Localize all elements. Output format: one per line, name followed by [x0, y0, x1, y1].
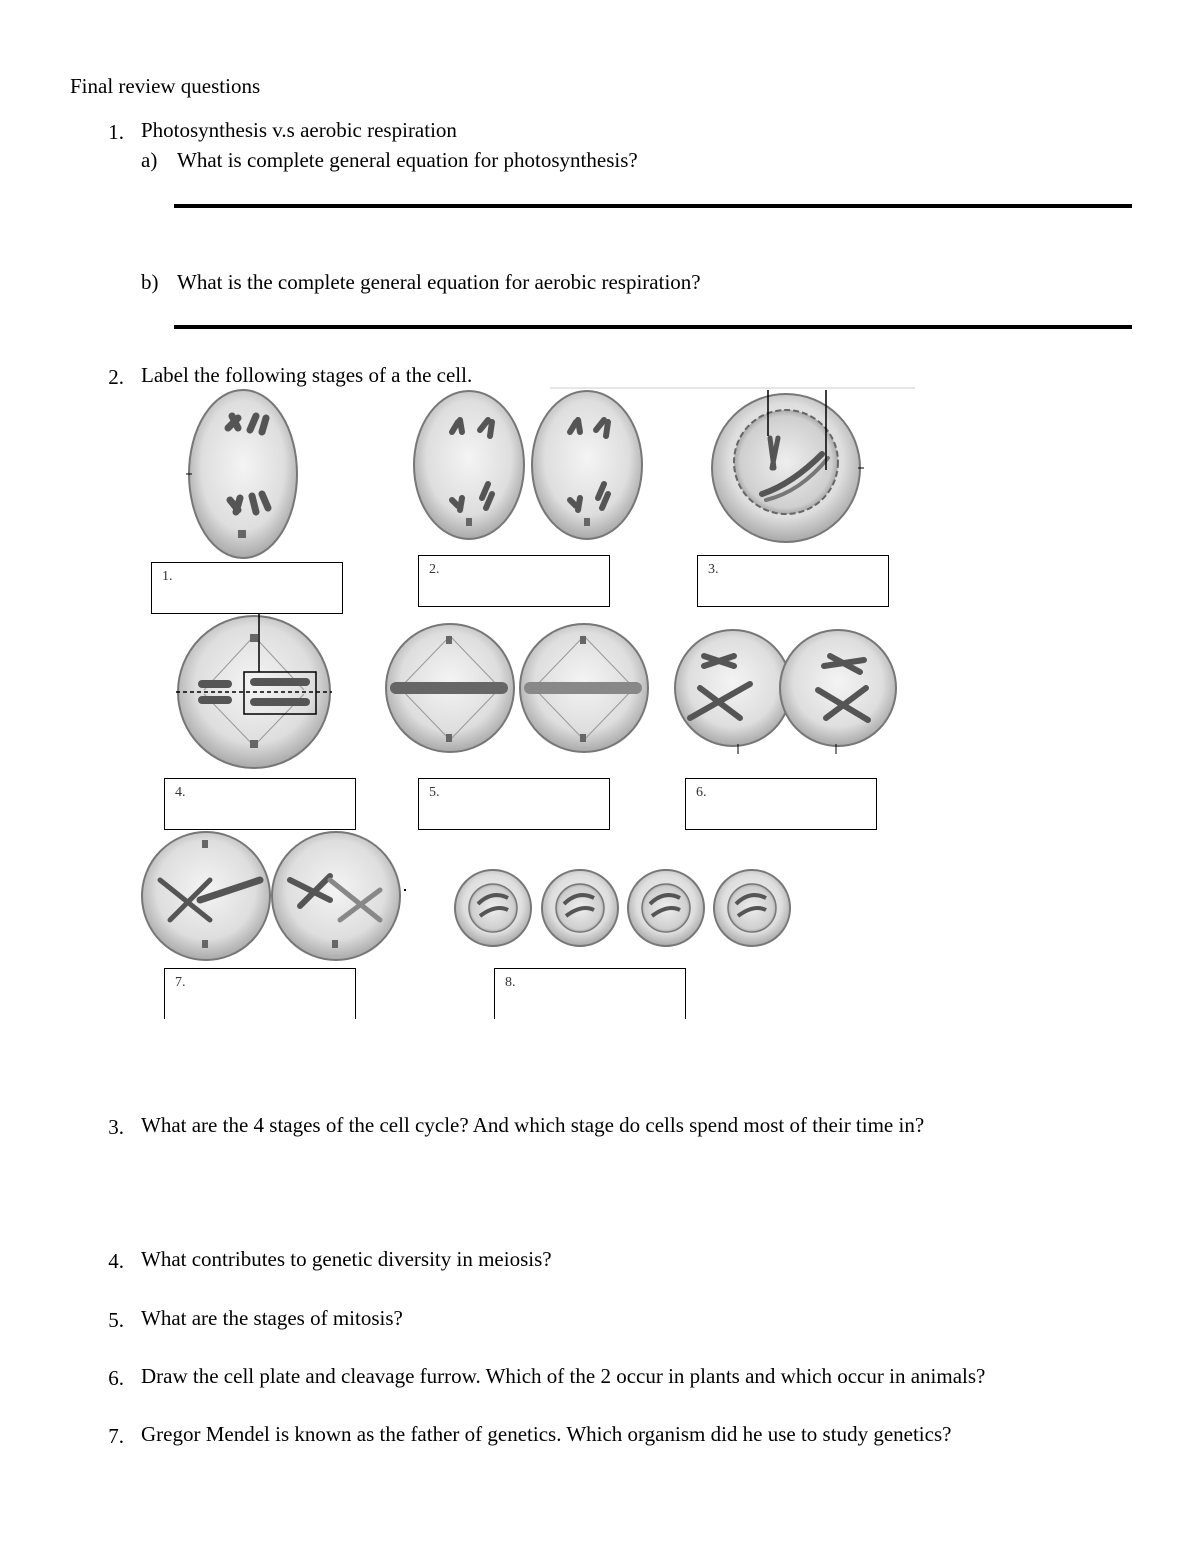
cell-stage-4 — [176, 612, 332, 768]
page-title: Final review questions — [70, 74, 261, 98]
stage-label-number: 7. — [175, 975, 186, 990]
stage-label-box-5[interactable] — [418, 778, 610, 830]
stage-label-box-7[interactable] — [164, 968, 356, 1019]
cell-stage-6 — [675, 630, 896, 754]
stage-label-number: 8. — [505, 975, 516, 990]
question-number: 3. — [108, 1115, 124, 1139]
question-text: What contributes to genetic diversity in meiosis? — [141, 1247, 552, 1271]
subquestion-text: What is the complete general equation for aerobic respiration? — [177, 270, 701, 294]
stage-label-number: 2. — [429, 562, 440, 577]
question-text: Draw the cell plate and cleavage furrow. Which of the 2 occur in plants and which occur in animals? — [141, 1364, 986, 1388]
stage-label-number: 5. — [429, 785, 440, 800]
stage-label-box-6[interactable] — [685, 778, 877, 830]
subquestion-letter: b) — [141, 270, 159, 294]
stage-label-box-3[interactable] — [697, 555, 889, 607]
question-text: Photosynthesis v.s aerobic respiration — [141, 118, 457, 142]
stage-label-number: 3. — [708, 562, 719, 577]
question-text: What are the 4 stages of the cell cycle? And which stage do cells spend most of their time in? — [141, 1113, 925, 1137]
stage-label-box-1[interactable] — [151, 562, 343, 614]
subquestion-text: What is complete general equation for photosynthesis? — [177, 148, 638, 172]
stage-label-box-4[interactable] — [164, 778, 356, 830]
question-number: 1. — [108, 120, 124, 144]
cell-stage-1 — [186, 390, 297, 558]
subquestion-letter: a) — [141, 148, 158, 172]
cell-stage-7 — [142, 832, 406, 960]
cell-stage-3 — [712, 390, 864, 542]
question-number: 5. — [108, 1308, 124, 1332]
cell-stage-5 — [386, 624, 648, 752]
question-number: 6. — [108, 1366, 124, 1390]
stage-label-box-2[interactable] — [418, 555, 610, 607]
stage-label-number: 6. — [696, 785, 707, 800]
question-number: 7. — [108, 1424, 124, 1448]
stage-label-number: 1. — [162, 569, 173, 584]
stage-label-number: 4. — [175, 785, 186, 800]
question-number: 2. — [108, 365, 124, 389]
question-text: What are the stages of mitosis? — [141, 1306, 403, 1330]
question-text: Gregor Mendel is known as the father of genetics. Which organism did he use to study genetics? — [141, 1422, 952, 1446]
cell-stage-2 — [414, 391, 642, 539]
stage-label-box-8[interactable] — [494, 968, 686, 1019]
question-number: 4. — [108, 1249, 124, 1273]
question-text: Label the following stages of a the cell. — [141, 363, 473, 387]
cell-stage-8 — [455, 870, 790, 946]
